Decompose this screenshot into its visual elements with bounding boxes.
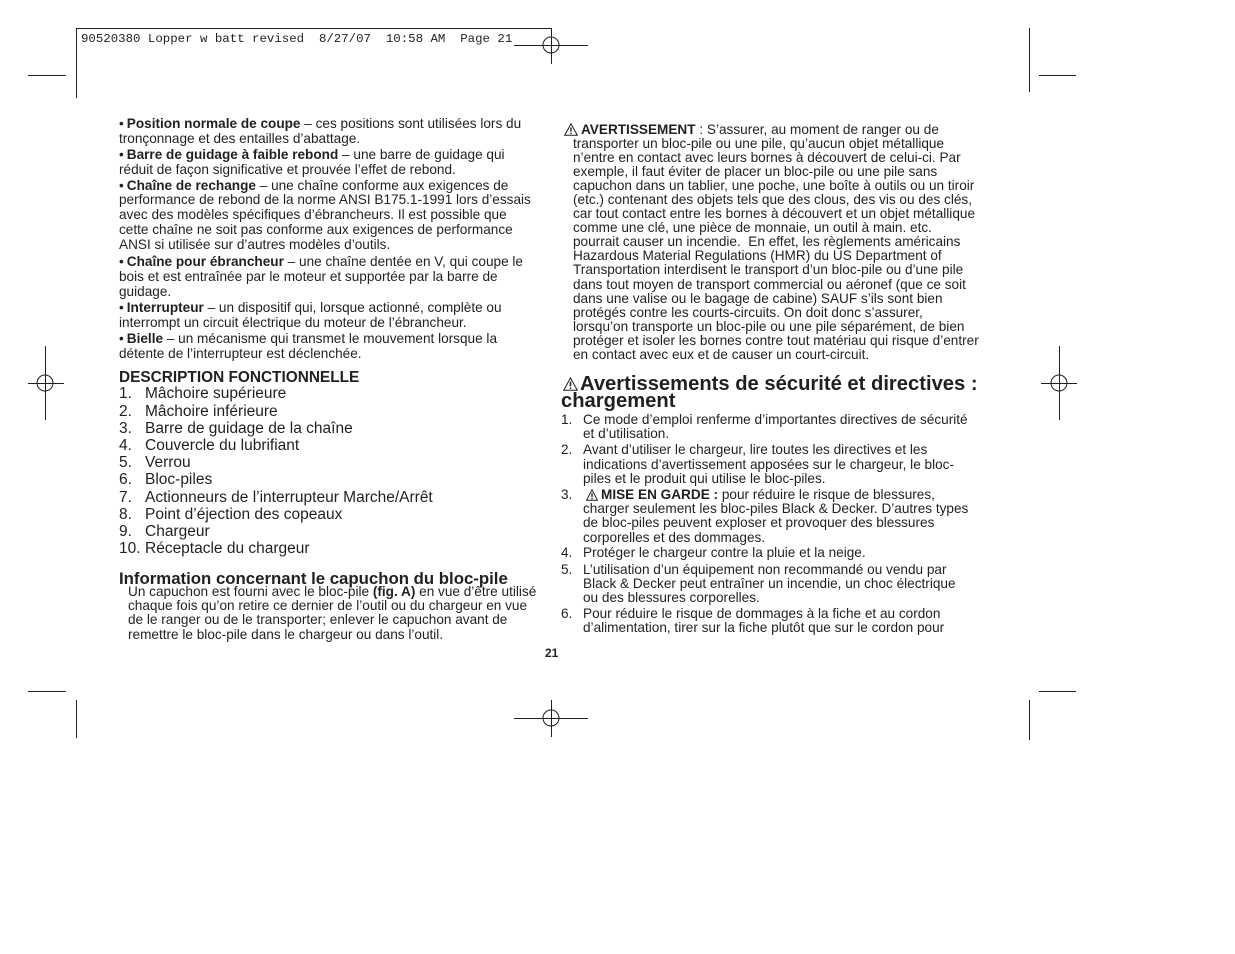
list-item-text xyxy=(583,563,956,606)
list-number: 4. xyxy=(561,545,573,560)
list-item-line: Pour réduire le risque de dommages à la fiche et au cordon xyxy=(583,606,941,621)
paragraph-line: chaque fois qu’on retire ce dernier de l’outil ou du chargeur en vue xyxy=(128,598,528,614)
safety-item-2 xyxy=(561,443,954,487)
list-item-line: de bloc-piles peuvent exploser et provoquer des blessures xyxy=(583,515,935,531)
list-label: Actionneurs de l’interrupteur Marche/Arrêt xyxy=(145,488,433,506)
list-item-line: Avant d’utiliser le chargeur, lire toutes les directives et les xyxy=(583,442,928,457)
warning-text-line: n’entre en contact avec leurs bornes à découvert de celui-ci. Par xyxy=(573,150,961,166)
list-item-line: pour réduire le risque de blessures, xyxy=(718,487,935,502)
definition-text-line: – ces positions sont utilisées lors du xyxy=(300,115,522,131)
list-item xyxy=(119,540,433,557)
caution-label: MISE EN GARDE : xyxy=(601,487,719,502)
safety-item-1 xyxy=(561,413,968,441)
definition-first-line xyxy=(119,300,502,315)
definition-term: Barre de guidage à faible rebond xyxy=(126,146,339,162)
safety-item-6 xyxy=(561,607,944,635)
definition-text-line: guidage. xyxy=(119,283,172,299)
bullet-glyph: • xyxy=(119,330,124,346)
figure-reference: (fig. A) xyxy=(372,583,416,599)
safety-heading xyxy=(561,372,978,412)
safety-item-5 xyxy=(561,563,956,606)
warning-triangle-icon xyxy=(563,377,578,391)
safety-heading-text: chargement xyxy=(561,389,676,412)
warning-text-line: comme une clé, une pièce de monnaie, un outil à main. etc. xyxy=(573,220,932,236)
definition-text-line: – une chaîne conforme aux exigences de xyxy=(255,177,509,193)
list-item-first-line xyxy=(583,488,968,502)
list-item xyxy=(119,489,433,506)
safety-item-3 xyxy=(561,488,968,545)
list-item xyxy=(119,437,433,454)
warning-triangle-icon xyxy=(586,489,598,501)
definition-text-line: – une chaîne dentée en V, qui coupe le xyxy=(283,253,523,269)
registration-mark-top-icon xyxy=(514,28,588,64)
list-item-line: Protéger le chargeur contre la pluie et la neige. xyxy=(583,545,866,560)
warning-text-line: en contact avec eux et de causer un court-circuit. xyxy=(573,346,870,362)
list-item xyxy=(119,523,433,540)
warning-triangle-icon xyxy=(564,123,578,136)
list-number: 8. xyxy=(119,505,132,523)
definition-text-line: avec des modèles spécifiques d’ébrancheurs. Il est possible que xyxy=(119,207,507,223)
warning-text-line: pourrait causer un incendie. En effet, les règlements américains xyxy=(573,234,961,250)
definition-first-line xyxy=(119,116,521,131)
safety-item-4 xyxy=(561,546,866,560)
list-number: 4. xyxy=(119,436,132,454)
definition-text-line: ANSI si utilisée sur d’autres modèles d’outils. xyxy=(119,236,391,252)
definition-text-line: interrompt un circuit électrique du moteur de l’ébrancheur. xyxy=(119,314,467,330)
definition-term: Chaîne pour ébrancheur xyxy=(126,253,284,269)
warning-text-line: protéger et isoler les bornes contre tout matériau qui risque d’entrer xyxy=(573,332,979,348)
paragraph-text: Un capuchon est fourni avec le bloc-pile xyxy=(128,583,373,599)
registration-circle xyxy=(543,37,559,53)
warning-text-line: car tout contact entre les bornes à découvert et un objet métallique xyxy=(573,206,976,222)
definition-text-line: performance de rebond de la norme ANSI B175.1-1991 lors d’essais xyxy=(119,192,531,208)
list-item-line: corporelles et des dommages. xyxy=(583,529,766,545)
description-heading xyxy=(119,369,359,387)
warning-text-line: : S’assurer, au moment de ranger ou de xyxy=(695,122,939,137)
list-label: Mâchoire inférieure xyxy=(145,402,278,420)
page-number-text: 21 xyxy=(545,646,559,660)
list-number: 5. xyxy=(561,562,573,577)
warning-text-line: dans une valise ou le bagage de cabine) SAUF s’ils sont bien xyxy=(573,290,943,306)
registration-circle xyxy=(37,375,53,391)
list-number: 10. xyxy=(119,540,141,558)
list-label: Bloc-piles xyxy=(145,471,213,489)
definition-term: Interrupteur xyxy=(126,299,204,315)
list-item-text xyxy=(583,488,968,545)
list-label: Point d’éjection des copeaux xyxy=(145,505,343,523)
list-number: 5. xyxy=(119,454,132,472)
list-item-line: charger seulement les bloc-piles Black & Decker. D’autres types xyxy=(583,501,969,517)
warning-text-line: lorsqu’on transporte un bloc-pile ou une pile séparément, de bien xyxy=(573,318,965,334)
registration-mark-right-icon xyxy=(1041,346,1077,420)
definition-chaine-ebrancheur xyxy=(119,254,523,299)
list-item xyxy=(119,420,433,437)
definition-text-line: cette chaîne ne soit pas conforme aux exigences de performance xyxy=(119,221,513,237)
list-item-text xyxy=(583,607,944,635)
warning-first-line xyxy=(564,123,979,137)
bullet-glyph: • xyxy=(119,115,124,131)
list-item xyxy=(119,506,433,523)
bullet-glyph: • xyxy=(119,253,124,269)
definition-interrupteur xyxy=(119,300,502,330)
section-heading: Information concernant le capuchon du bloc-pile xyxy=(119,568,508,588)
warning-paragraph xyxy=(573,123,979,362)
definition-text-line: – un dispositif qui, lorsque actionné, complète ou xyxy=(203,299,502,315)
definition-first-line xyxy=(119,331,497,346)
definition-text-line: réduit de façon significative et prouvée l’effet de rebond. xyxy=(119,161,456,177)
list-item-line: L’utilisation d’un équipement non recommandé ou vendu par xyxy=(583,562,947,577)
list-item xyxy=(119,403,433,420)
list-label: Verrou xyxy=(145,454,191,472)
print-slug: 90520380 Lopper w batt revised 8/27/07 10:58 AM Page 21 xyxy=(81,32,513,46)
definition-bielle xyxy=(119,331,497,361)
definition-term: Position normale de coupe xyxy=(126,115,301,131)
list-number: 7. xyxy=(119,488,132,506)
registration-mark-left-icon xyxy=(28,346,64,420)
cap-info-paragraph xyxy=(128,585,536,642)
warning-text-line: Transportation interdisent le transport d’un bloc-pile ou d’une pile xyxy=(573,262,964,278)
definition-text-line: tronçonnage et des entailles d’abattage. xyxy=(119,130,361,146)
section-heading: DESCRIPTION FONCTIONNELLE xyxy=(119,369,360,386)
list-item xyxy=(119,471,433,488)
bullet-glyph: • xyxy=(119,177,124,193)
list-label: Couvercle du lubrifiant xyxy=(145,436,300,454)
warning-text-line: protégés contre les courts-circuits. On doit donc s’assurer, xyxy=(573,304,923,320)
registration-circle xyxy=(543,710,559,726)
list-label: Mâchoire supérieure xyxy=(145,385,287,403)
bullet-glyph: • xyxy=(119,299,124,315)
list-item xyxy=(119,385,433,402)
list-item-line: Ce mode d’emploi renferme d’importantes directives de sécurité xyxy=(583,412,968,427)
definition-barre-guidage xyxy=(119,147,505,177)
registration-mark-bottom-icon xyxy=(514,700,588,737)
list-number: 6. xyxy=(561,606,573,621)
safety-heading-text: Avertissements de sécurité et directives : xyxy=(580,372,978,395)
list-item-text xyxy=(583,443,954,487)
definition-term: Chaîne de rechange xyxy=(126,177,256,193)
list-number: 2. xyxy=(119,402,132,420)
list-number: 9. xyxy=(119,522,132,540)
definition-first-line xyxy=(119,147,505,162)
list-item-line: indications d’avertissement apposées sur le chargeur, le bloc- xyxy=(583,456,955,472)
page-number xyxy=(545,646,558,660)
list-item-text xyxy=(583,546,866,560)
list-number: 3. xyxy=(561,487,573,502)
definition-text-line: – un mécanisme qui transmet le mouvement lorsque la xyxy=(163,330,498,346)
paragraph-line: de le ranger ou de le transporter; enlever le capuchon avant de xyxy=(128,612,508,628)
list-number: 2. xyxy=(561,442,573,457)
list-label: Réceptacle du chargeur xyxy=(145,540,310,558)
definition-text-line: – une barre de guidage qui xyxy=(338,146,505,162)
list-item-line: piles et le produit qui utilise le bloc-piles. xyxy=(583,471,826,486)
list-number: 3. xyxy=(119,419,132,437)
definition-position-normale xyxy=(119,116,521,146)
description-list xyxy=(119,385,433,557)
list-item-text xyxy=(583,413,968,441)
definition-text-line: bois et est entraînée par le moteur et supportée par la barre de xyxy=(119,268,498,284)
warning-text-line: Hazardous Material Regulations (HMR) du US Department of xyxy=(573,248,942,264)
warning-text-line: capuchon dans un tablier, une poche, une boîte à outils ou un tiroir xyxy=(573,178,975,194)
definition-chaine-rechange xyxy=(119,179,531,253)
warning-text-line: transporter un bloc-pile ou une pile, qu’aucun objet métallique xyxy=(573,136,945,152)
warning-text-line: (etc.) contenant des objets tels que des clous, des vis ou des clés, xyxy=(573,192,972,208)
list-label: Barre de guidage de la chaîne xyxy=(145,419,353,437)
list-number: 1. xyxy=(119,385,132,403)
definition-first-line xyxy=(119,254,523,269)
paragraph-line: remettre le bloc-pile dans le chargeur ou dans l’outil. xyxy=(128,626,444,642)
list-item-line: Black & Decker peut entraîner un incendie, un choc électrique xyxy=(583,576,956,592)
list-item-line: d’alimentation, tirer sur la fiche plutôt que sur le cordon pour xyxy=(583,620,945,636)
warning-label: AVERTISSEMENT xyxy=(581,122,696,137)
list-number: 6. xyxy=(119,471,132,489)
list-number: 1. xyxy=(561,412,573,427)
paragraph-first-line xyxy=(128,585,536,599)
list-item xyxy=(119,454,433,471)
paragraph-text: en vue d’être utilisé xyxy=(415,583,537,599)
bullet-glyph: • xyxy=(119,146,124,162)
warning-text-line: exemple, il faut éviter de placer un bloc-pile ou une pile sans xyxy=(573,164,938,180)
definition-text-line: détente de l’interrupteur est déclenchée. xyxy=(119,345,362,361)
list-item-line: et d’utilisation. xyxy=(583,426,670,442)
definition-term: Bielle xyxy=(126,330,164,346)
registration-circle xyxy=(1051,375,1067,391)
list-label: Chargeur xyxy=(145,522,210,540)
definition-first-line xyxy=(119,179,531,194)
list-item-line: ou des blessures corporelles. xyxy=(583,590,760,606)
warning-text-line: dans tout moyen de transport commercial ou aéronef (que ce soit xyxy=(573,276,966,292)
